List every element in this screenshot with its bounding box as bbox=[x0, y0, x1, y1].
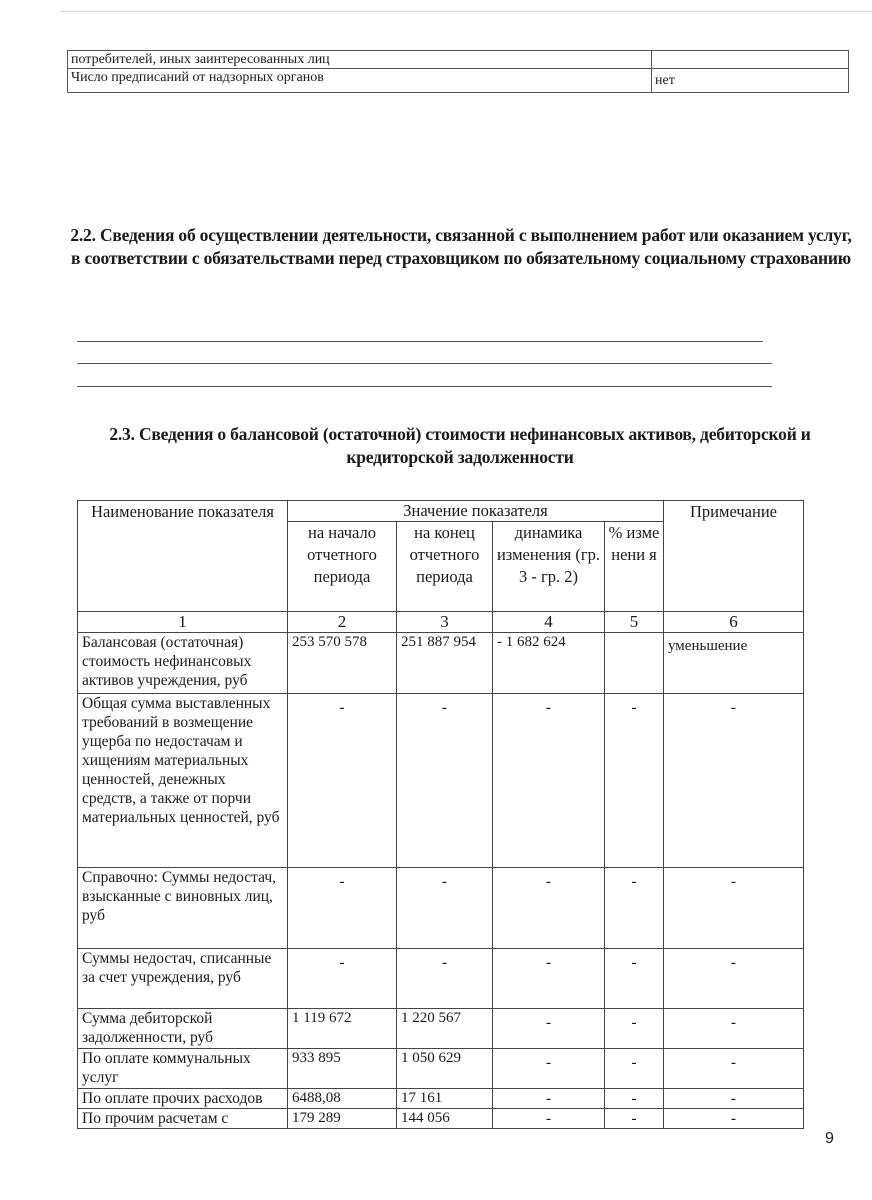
table-row bbox=[78, 1109, 804, 1129]
cell-name: Балансовая (остаточная) стоимость нефинансовых активов учреждения, руб bbox=[78, 633, 288, 694]
column-number-row bbox=[78, 612, 804, 633]
table-row bbox=[78, 1049, 804, 1089]
col-number: 2 bbox=[288, 612, 397, 633]
cell-start: 933 895 bbox=[288, 1049, 397, 1089]
row-label: потребителей, иных заинтересованных лиц bbox=[68, 51, 652, 69]
table-row bbox=[68, 51, 849, 69]
col-number: 1 bbox=[78, 612, 288, 633]
cell-note: - bbox=[664, 1109, 804, 1129]
table-row bbox=[78, 1089, 804, 1109]
header-note: Примечание bbox=[664, 501, 804, 612]
header-row bbox=[78, 501, 804, 522]
cell-note: - bbox=[730, 699, 737, 716]
cell-percent: - bbox=[631, 954, 637, 971]
cell-note: - bbox=[664, 1089, 804, 1109]
section-2-3-heading: 2.3. Сведения о балансовой (остаточной) стоимости нефинансовых активов, дебиторской и кредиторской задолженности bbox=[109, 424, 811, 467]
cell-percent: - bbox=[631, 1054, 637, 1071]
scan-edge-line bbox=[60, 11, 872, 12]
cell-dynamics: - bbox=[493, 1109, 605, 1129]
cell-end: - bbox=[441, 954, 448, 971]
col-number: 5 bbox=[605, 612, 664, 633]
cell-end: 1 220 567 bbox=[397, 1009, 493, 1049]
cell-dynamics: - bbox=[545, 1054, 552, 1071]
col-number: 4 bbox=[493, 612, 605, 633]
cell-percent bbox=[605, 633, 664, 694]
table-row bbox=[78, 1009, 804, 1049]
blank-fill-line bbox=[77, 363, 772, 364]
cell-dynamics: - 1 682 624 bbox=[493, 633, 605, 694]
cell-note: - bbox=[730, 873, 737, 890]
cell-start: 1 119 672 bbox=[288, 1009, 397, 1049]
table-row bbox=[68, 69, 849, 93]
cell-percent: - bbox=[631, 873, 637, 890]
page-number: 9 bbox=[825, 1130, 834, 1147]
header-dynamics: динамика изменения (гр. 3 - гр. 2) bbox=[493, 522, 605, 612]
cell-end: 17 161 bbox=[397, 1089, 493, 1109]
row-value: нет bbox=[652, 69, 849, 93]
header-end: на конец отчетного периода bbox=[397, 522, 493, 612]
cell-dynamics: - bbox=[493, 1089, 605, 1109]
cell-name: Справочно: Суммы недостач, взысканные с виновных лиц, руб bbox=[78, 868, 288, 949]
cell-name: Суммы недостач, списанные за счет учреждения, руб bbox=[78, 949, 288, 1009]
blank-fill-line bbox=[77, 341, 763, 342]
table-row bbox=[78, 694, 804, 868]
cell-note: - bbox=[730, 954, 737, 971]
cell-name: Общая сумма выставленных требований в возмещение ущерба по недостачам и хищениям материальных ценностей, денежных средств, а также от порчи материальных ценностей, руб bbox=[78, 694, 288, 868]
blank-fill-line bbox=[77, 386, 772, 387]
cell-name: По оплате коммунальных услуг bbox=[78, 1049, 288, 1089]
table-row bbox=[78, 868, 804, 949]
header-start: на начало отчетного периода bbox=[288, 522, 397, 612]
section-2-2-heading: 2.2. Сведения об осуществлении деятельности, связанной с выполнением работ или оказанием услуг, в соответствии с обязательствами перед страховщиком по обязательному социальному страхованию bbox=[70, 225, 852, 268]
table-row bbox=[78, 949, 804, 1009]
cell-end: - bbox=[441, 699, 448, 716]
cell-note: - bbox=[730, 1054, 737, 1071]
cell-end: 1 050 629 bbox=[397, 1049, 493, 1089]
cell-name: По прочим расчетам с bbox=[78, 1109, 288, 1129]
header-name: Наименование показателя bbox=[78, 501, 288, 612]
cell-percent: - bbox=[631, 699, 637, 716]
row-label: Число предписаний от надзорных органов bbox=[68, 69, 652, 93]
cell-start: 253 570 578 bbox=[288, 633, 397, 694]
supervision-table bbox=[67, 50, 849, 93]
cell-end: 251 887 954 bbox=[397, 633, 493, 694]
header-value-group: Значение показателя bbox=[288, 501, 664, 522]
cell-dynamics: - bbox=[545, 699, 552, 716]
cell-start: - bbox=[339, 699, 345, 716]
cell-end: 144 056 bbox=[397, 1109, 493, 1129]
cell-note: - bbox=[730, 1014, 737, 1031]
cell-end: - bbox=[441, 873, 448, 890]
cell-dynamics: - bbox=[545, 1014, 552, 1031]
cell-dynamics: - bbox=[545, 873, 552, 890]
table-row bbox=[78, 633, 804, 694]
col-number: 3 bbox=[397, 612, 493, 633]
cell-start: 179 289 bbox=[288, 1109, 397, 1129]
cell-percent: - bbox=[605, 1109, 664, 1129]
cell-name: По оплате прочих расходов bbox=[78, 1089, 288, 1109]
cell-percent: - bbox=[631, 1014, 637, 1031]
cell-name: Сумма дебиторской задолженности, руб bbox=[78, 1009, 288, 1049]
cell-start: - bbox=[339, 873, 345, 890]
row-value bbox=[652, 51, 849, 69]
cell-percent: - bbox=[605, 1089, 664, 1109]
header-percent: % изме нени я bbox=[605, 522, 664, 612]
cell-dynamics: - bbox=[545, 954, 552, 971]
cell-start: - bbox=[339, 954, 345, 971]
cell-start: 6488,08 bbox=[288, 1089, 397, 1109]
assets-debt-table bbox=[77, 500, 804, 1129]
cell-note: уменьшение bbox=[664, 633, 804, 694]
col-number: 6 bbox=[664, 612, 804, 633]
